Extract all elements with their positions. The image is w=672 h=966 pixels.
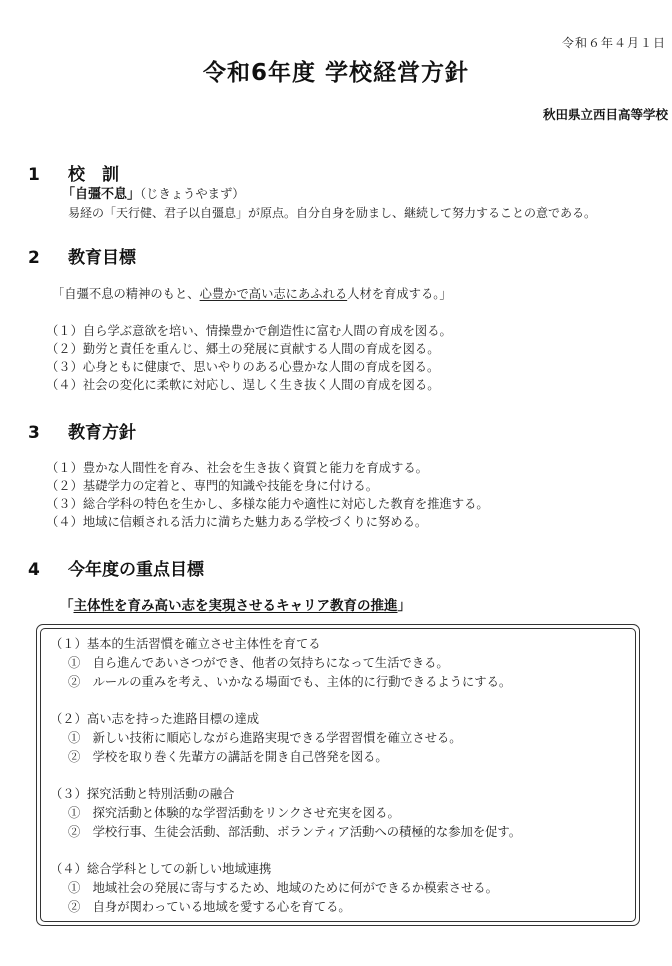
- list-item: ② 自身が関わっている地域を愛する心を育てる。: [68, 900, 351, 914]
- section-4-heading: [28, 555, 204, 580]
- section-title: 今年度の重点目標: [68, 560, 204, 580]
- list-item: ② 学校を取り巻く先輩方の講話を開き自己啓発を図る。: [68, 750, 388, 764]
- list-item: ② ルールの重みを考え、いかなる場面でも、主体的に行動できるようにする。: [68, 675, 512, 689]
- motto-text: 「自彊不息」: [62, 187, 141, 202]
- priority-group-heading: （１）基本的生活習慣を確立させ主体性を育てる: [50, 637, 321, 651]
- list-item: （３）心身ともに健康で、思いやりのある心豊かな人間の育成を図る。: [46, 360, 440, 374]
- priority-group-heading: （３）探究活動と特別活動の融合: [50, 787, 235, 801]
- theme-open: 「: [60, 598, 74, 614]
- document-title: 令和6年度 学校経営方針: [202, 60, 469, 86]
- document-date: 令和６年４月１日: [561, 36, 666, 50]
- list-item: （４）地域に信頼される活力に満ちた魅力ある学校づくりに努める。: [46, 515, 428, 529]
- section-1-heading: [28, 160, 119, 185]
- section-title: 教育方針: [68, 423, 136, 443]
- goal-lead-pre: 「自彊不息の精神のもと、: [52, 287, 200, 301]
- priority-theme: [60, 597, 411, 615]
- section-number: 3: [28, 423, 40, 443]
- motto-reading: （じきょうやまず）: [140, 187, 245, 201]
- section-2-heading: [28, 243, 136, 268]
- motto-description: 易経の「天行健、君子以自彊息」が原点。自分自身を励まし、継続して努力することの意である。: [68, 206, 597, 220]
- list-item: ① 地域社会の発展に寄与するため、地域のために何ができるか模索させる。: [68, 881, 498, 895]
- list-item: （２）基礎学力の定着と、専門的知識や技能を身に付ける。: [46, 479, 379, 493]
- list-item: （４）社会の変化に柔軟に対応し、逞しく生き抜く人間の育成を図る。: [46, 378, 440, 392]
- priority-group-heading: （４）総合学科としての新しい地域連携: [50, 862, 272, 876]
- goal-lead-underlined: 心豊かで高い志にあふれる: [199, 287, 348, 301]
- list-item: ① 自ら進んであいさつができ、他者の気持ちになって生活できる。: [68, 656, 449, 670]
- list-item: （３）総合学科の特色を生かし、多様な能力や適性に対応した教育を推進する。: [46, 497, 489, 511]
- theme-text: 主体性を育み高い志を実現させるキャリア教育の推進: [73, 598, 398, 614]
- list-item: ① 探究活動と体験的な学習活動をリンクさせ充実を図る。: [68, 806, 400, 820]
- goal-lead-post: 人材を育成する。」: [347, 287, 452, 301]
- education-goal-statement: [52, 285, 452, 303]
- list-item: （１）豊かな人間性を育み、社会を生き抜く資質と能力を育成する。: [46, 461, 428, 475]
- list-item: （２）勤労と責任を重んじ、郷土の発展に貢献する人間の育成を図る。: [46, 342, 440, 356]
- theme-close: 」: [397, 598, 411, 614]
- section-number: 1: [28, 165, 40, 185]
- section-title: 教育目標: [68, 248, 136, 268]
- list-item: ① 新しい技術に順応しながら進路実現できる学習習慣を確立させる。: [68, 731, 462, 745]
- section-3-heading: [28, 418, 136, 443]
- section-title: 校 訓: [68, 165, 119, 185]
- section-number: 4: [28, 560, 40, 580]
- list-item: （１）自ら学ぶ意欲を培い、情操豊かで創造性に富む人間の育成を図る。: [46, 324, 452, 338]
- school-motto: [62, 185, 245, 204]
- priority-group-heading: （２）高い志を持った進路目標の達成: [50, 712, 260, 726]
- section-number: 2: [28, 248, 40, 268]
- school-name: 秋田県立西目高等学校: [542, 107, 668, 122]
- list-item: ② 学校行事、生徒会活動、部活動、ボランティア活動への積極的な参加を促す。: [68, 825, 522, 839]
